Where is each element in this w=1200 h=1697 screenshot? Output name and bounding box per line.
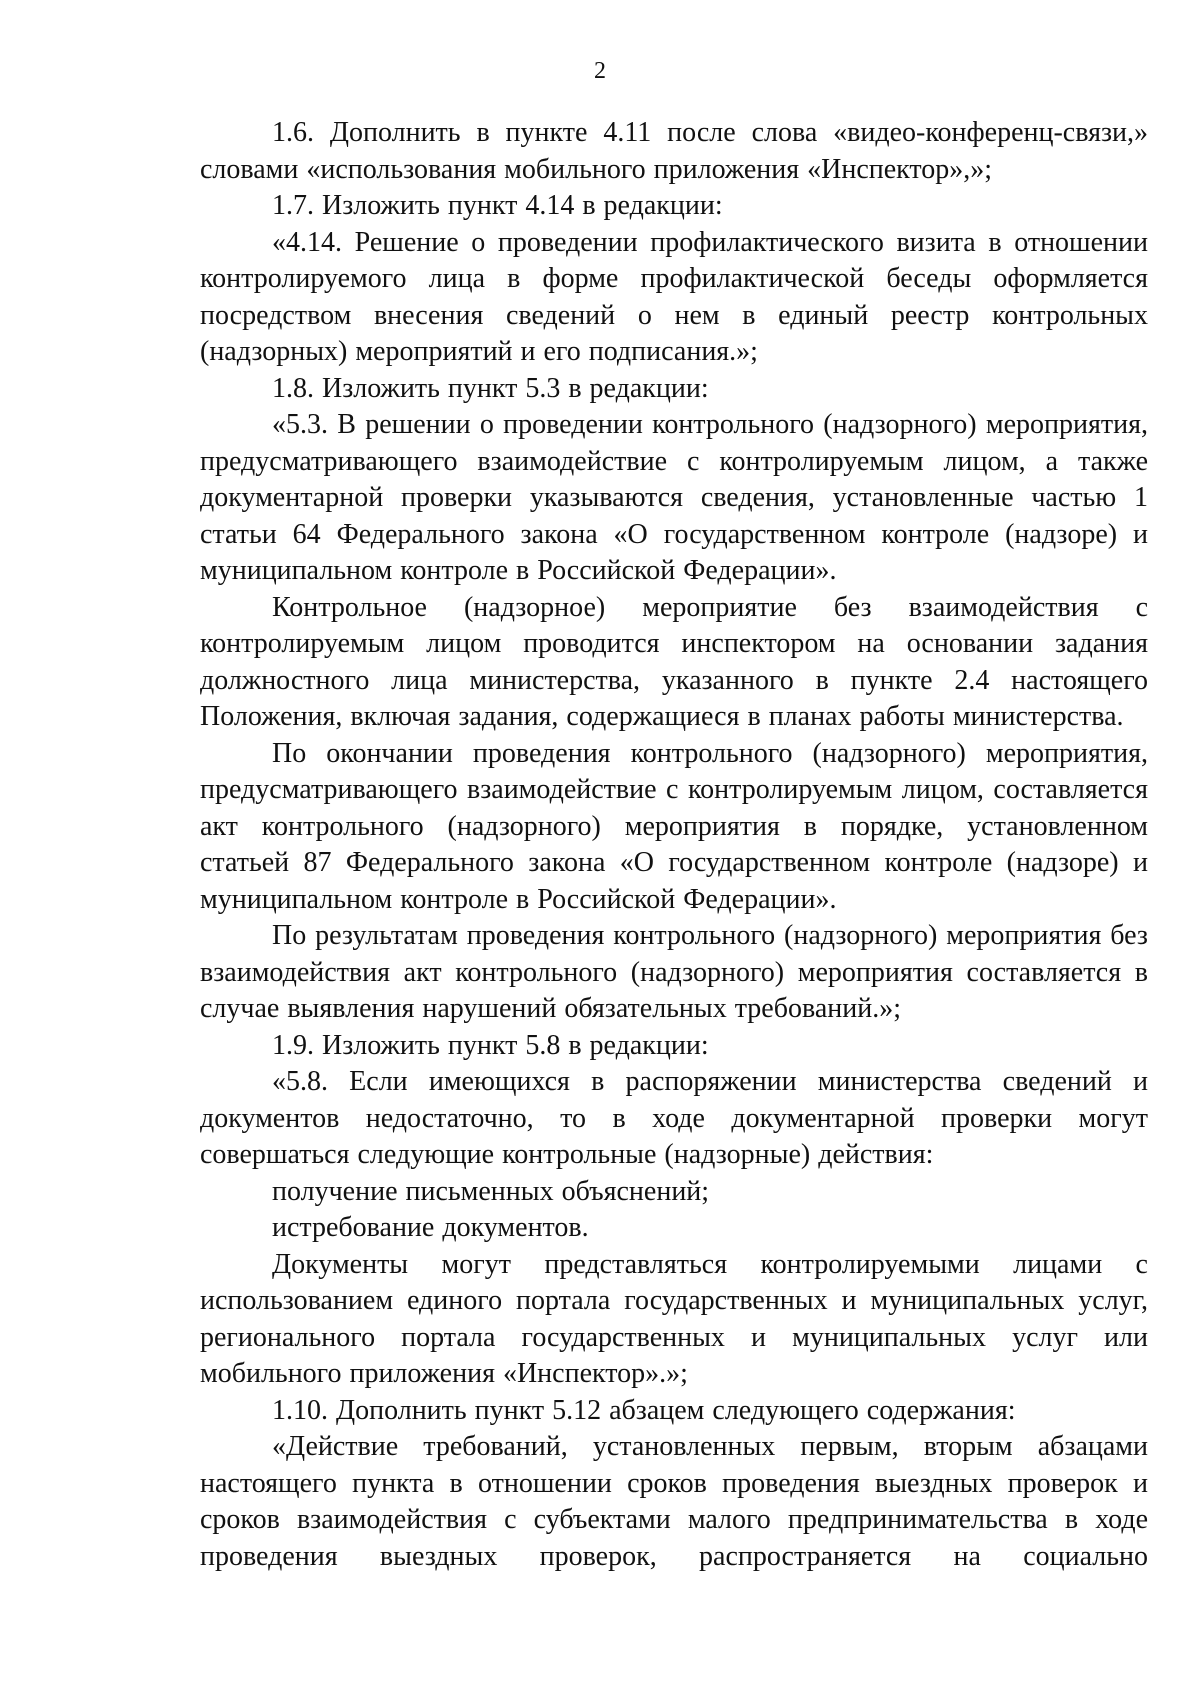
- paragraph-1-8: 1.8. Изложить пункт 5.3 в редакции:: [272, 372, 709, 404]
- paragraph-control-results: По результатам проведения контрольного (надзорного) мероприятия без взаимодействия акт контрольного (надзорного) мероприятия составляется в случае выявления нарушений обязательных требований.»;: [200, 920, 1148, 1024]
- paragraph-1-7: 1.7. Изложить пункт 4.14 в редакции:: [272, 190, 723, 221]
- paragraph-control-event: Контрольное (надзорное) мероприятие без взаимодействия с контролируемым лицом проводится инспектором на основании задания должностного лица министерства, указанного в пункте 2.4 настоящего Положения, включая задания, содержащиеся в планах работы министерства.: [200, 591, 1148, 732]
- paragraph-5-8: «5.8. Если имеющихся в распоряжении министерства сведений и документов недостаточно, то в ходе документарной проверки могут совершаться следующие контрольные (надзорные) действия:: [200, 1066, 1148, 1170]
- paragraph-written-explanations: получение письменных объяснений;: [272, 1175, 710, 1207]
- paragraph-requirements-effect: «Действие требований, установленных первым, вторым абзацами настоящего пункта в отношении сроков проведения выездных проверок и сроков взаимодействия с субъектами малого предпринимательства в ходе проведения выездных проверок, распространяется на социально: [200, 1431, 1148, 1572]
- paragraph-control-act: По окончании проведения контрольного (надзорного) мероприятия, предусматривающего взаимодействие с контролируемым лицом, составляется акт контрольного (надзорного) мероприятия в порядке, установленном статьей 87 Федерального закона «О государственном контроле (надзоре) и муниципальном контроле в Российской Федерации».: [200, 737, 1148, 915]
- document-body: [200, 115, 1148, 1575]
- paragraph-5-3: «5.3. В решении о проведении контрольного (надзорного) мероприятия, предусматривающего взаимодействие с контролируемым лицом, а также документарной проверки указываются сведения, установленные частью 1 статьи 64 Федерального закона «О государственном контроле (надзоре) и муниципальном контроле в Российской Федерации».: [200, 409, 1148, 586]
- paragraph-1-6: 1.6. Дополнить в пункте 4.11 после слова «видео-конференц-связи,» словами «использования мобильного приложения «Инспектор»,»;: [200, 117, 1148, 185]
- page-number: 2: [594, 58, 606, 84]
- paragraph-documents-submission: Документы могут представляться контролируемыми лицами с использованием единого портала государственных и муниципальных услуг, регионального портала государственных и муниципальных услуг или мобильного приложения «Инспектор».»;: [200, 1248, 1148, 1389]
- paragraph-4-14: «4.14. Решение о проведении профилактического визита в отношении контролируемого лица в форме профилактической беседы оформляется посредством внесения сведений о нем в единый реестр контрольных (надзорных) мероприятий и его подписания.»;: [200, 226, 1148, 367]
- paragraph-document-request: истребование документов.: [272, 1212, 589, 1243]
- paragraph-1-9: 1.9. Изложить пункт 5.8 в редакции:: [272, 1029, 709, 1061]
- paragraph-1-10: 1.10. Дополнить пункт 5.12 абзацем следующего содержания:: [272, 1394, 1016, 1426]
